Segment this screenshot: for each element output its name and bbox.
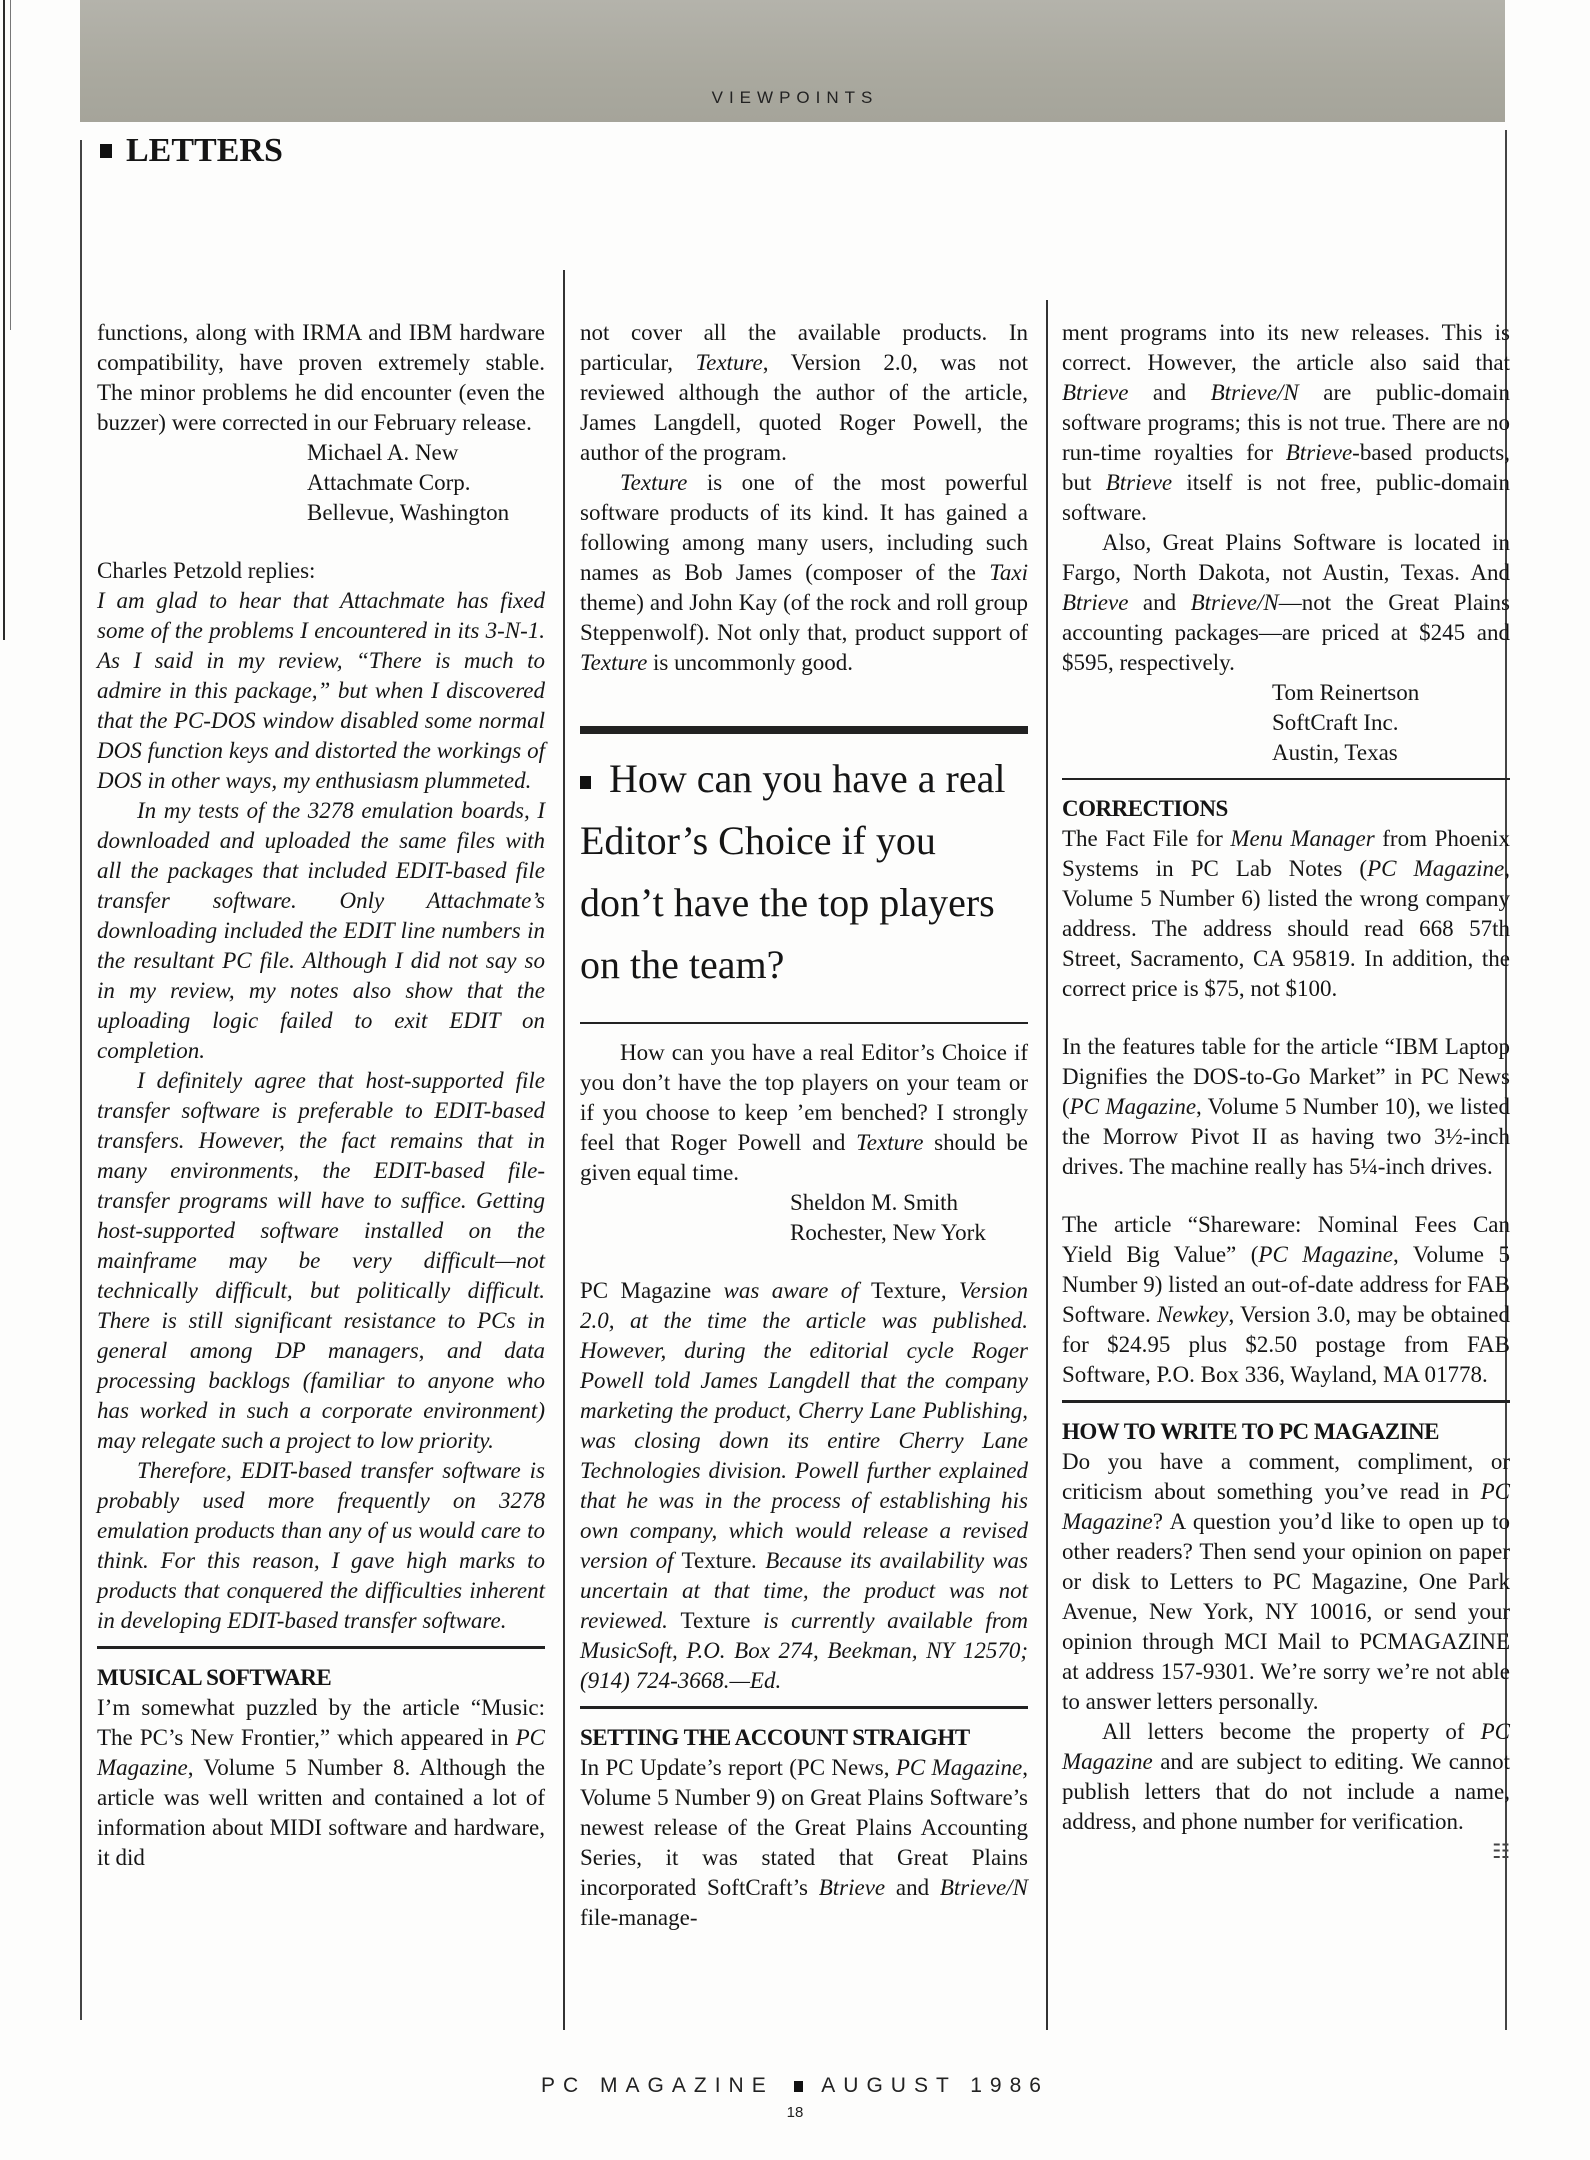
correction-text: In the features table for the article “IBM Laptop Dignifies the DOS-to-Go Market” in PC News (PC Magazine, Volume 5 Number 10), we listed the Morrow Pivot II as having two 3½-inch drives. The machine really has 5¼-inch drives. bbox=[1062, 1034, 1510, 1179]
instructions-text: Do you have a comment, compliment, or criticism about something you’ve read in PC Magazine? A question you’d like to open up to other readers? Then send your opinion on paper or disk to Letters to PC Magazine, One Park Avenue, New York, NY 10016, or send your opinion through MCI Mail to PCMAGAZINE at address 157-9301. We’re sorry we’re not able to answer letters personally. bbox=[1062, 1449, 1510, 1714]
section-rule bbox=[580, 1706, 1028, 1709]
reply-intro: Charles Petzold replies: bbox=[97, 558, 316, 583]
signature-name: Tom Reinertson bbox=[1272, 680, 1420, 705]
bullet-square-icon bbox=[794, 2081, 803, 2092]
signature-name: Michael A. New bbox=[307, 440, 459, 465]
footer-publication: PC MAGAZINE bbox=[541, 2074, 774, 2097]
letter-signature bbox=[580, 1188, 1028, 1248]
signature-company: Attachmate Corp. bbox=[307, 470, 471, 495]
letter-text: In PC Update’s report (PC News, PC Magazine, Volume 5 Number 9) on Great Plains Software’s newest release of the Great Plains Accounting Series, it was stated that Great Plains incorporated SoftCraft’s Btrieve and Btrieve/N file-manage- bbox=[580, 1755, 1028, 1930]
section-rule bbox=[1062, 1400, 1510, 1403]
letter-text: functions, along with IRMA and IBM hardware compatibility, have proven extremely stable. The minor problems he did encounter (even the buzzer) were corrected in our February release. bbox=[97, 320, 545, 435]
section-heading: SETTING THE ACCOUNT STRAIGHT bbox=[580, 1725, 970, 1750]
letter-text: How can you have a real Editor’s Choice if you don’t have the top players on your team or if you choose to keep ’em benched? I strongly feel that Roger Powell and Texture should be given equal time. bbox=[580, 1040, 1028, 1185]
reply-paragraph: In my tests of the 3278 emulation boards, I downloaded and uploaded the same files with all the packages that included EDIT-based file transfer software. Only Attachmate’s downloading included the EDIT line numbers in the resultant PC file. Although I did not say so in my review, my notes also show that the uploading logic failed to exit EDIT on completion. bbox=[97, 798, 545, 1063]
end-mark-icon: ☷ bbox=[1492, 1841, 1510, 1863]
letter-text: I’m somewhat puzzled by the article “Music: The PC’s New Frontier,” which appeared in PC Magazine, Volume 5 Number 8. Although the article was well written and contained a lot of information about MIDI software and hardware, it did bbox=[97, 1695, 545, 1870]
section-heading: CORRECTIONS bbox=[1062, 796, 1228, 821]
letter-signature bbox=[1062, 678, 1510, 768]
page-footer bbox=[0, 2074, 1590, 2098]
letter-text: Texture is one of the most powerful software products of its kind. It has gained a following among many users, including such names as Bob James (composer of the Taxi theme) and John Kay (of the rock and roll group Steppenwolf). Not only that, product support of Texture is uncommonly good. bbox=[580, 470, 1028, 675]
editor-reply: PC Magazine was aware of Texture, Version 2.0, at the time the article was published. However, during the editorial cycle Roger Powell told James Langdell that the company marketing the product, Cherry Lane Publishing, was closing down its entire Cherry Lane Technologies division. Powell further explained that he was in the process of establishing his own company, which would release a revised version of Texture. Because its availability was uncertain at that time, the product was not reviewed. Texture is currently available from MusicSoft, P.O. Box 274, Beekman, NY 12570; (914) 724-3668.—Ed. bbox=[580, 1278, 1029, 1693]
section-label: VIEWPOINTS bbox=[711, 88, 879, 107]
signature-company: SoftCraft Inc. bbox=[1272, 710, 1399, 735]
correction-text: The Fact File for Menu Manager from Phoenix Systems in PC Lab Notes (PC Magazine, Volume 5 Number 6) listed the wrong company address. The address should read 668 57th Street, Sacramento, CA 95819. In addition, the correct price is $75, not $100. bbox=[1062, 826, 1511, 1001]
instructions-text: All letters become the property of PC Magazine and are subject to editing. We cannot publish letters that do not include a name, address, and phone number for verification. ☷ bbox=[1062, 1717, 1510, 1837]
section-rule bbox=[1062, 778, 1510, 780]
section-rule bbox=[97, 1646, 545, 1649]
page-title-text: LETTERS bbox=[126, 132, 283, 169]
column-divider bbox=[1046, 300, 1048, 2030]
column-3 bbox=[1062, 318, 1510, 1867]
signature-location: Rochester, New York bbox=[790, 1220, 986, 1245]
correction-text: The article “Shareware: Nominal Fees Can Yield Big Value” (PC Magazine, Volume 5 Number 9) listed an out-of-date address for FAB Software. Newkey, Version 3.0, may be obtained for $24.95 plus $2.50 postage from FAB Software, P.O. Box 336, Wayland, MA 01778. bbox=[1062, 1212, 1511, 1387]
reply-paragraph: I am glad to hear that Attachmate has fixed some of the problems I encountered in its 3-N-1. As I said in my review, “There is much to admire in this package,” but when I discovered that the PC-DOS window disabled some normal DOS function keys and distorted the workings of DOS in other ways, my enthusiasm plummeted. bbox=[97, 588, 545, 793]
bullet-square-icon bbox=[580, 776, 591, 789]
column-1 bbox=[97, 318, 545, 1873]
reply-paragraph: Therefore, EDIT-based transfer software is probably used more frequently on 3278 emulation products than any of us would care to think. For this reason, I gave high marks to products that conquered the difficulties inherent in developing EDIT-based transfer software. bbox=[97, 1458, 545, 1633]
letter-text: ment programs into its new releases. This is correct. However, the article also said that Btrieve and Btrieve/N are public-domain software programs; this is not true. There are no run-time royalties for Btrieve-based products, but Btrieve itself is not free, public-domain software. bbox=[1062, 320, 1511, 525]
signature-location: Austin, Texas bbox=[1272, 740, 1398, 765]
column-2 bbox=[580, 318, 1028, 1933]
page-number: 18 bbox=[786, 2104, 804, 2121]
page-title bbox=[100, 132, 283, 170]
page-frame-left bbox=[80, 140, 82, 2020]
binding-edge-line-inner bbox=[10, 0, 11, 330]
reply-paragraph: I definitely agree that host-supported file transfer software is preferable to EDIT-based transfers. However, the fact remains that in many environments, the EDIT-based file-transfer programs will have to suffice. Getting host-supported software installed on the mainframe may be very difficult—not technically difficult, but politically difficult. There is still significant resistance to PCs in general among DP managers, and data processing backlogs (familiar to anyone who has worked in such a corporate environment) may relegate such a project to low priority. bbox=[97, 1068, 545, 1453]
signature-location: Bellevue, Washington bbox=[307, 500, 510, 525]
bullet-square-icon bbox=[100, 144, 112, 158]
section-heading: MUSICAL SOFTWARE bbox=[97, 1665, 332, 1690]
footer-issue: AUGUST 1986 bbox=[821, 2074, 1049, 2097]
letter-signature bbox=[97, 438, 545, 528]
column-divider bbox=[563, 270, 565, 2030]
pull-quote: How can you have a real Editor’s Choice if you don’t have the top players on the team? bbox=[580, 756, 1006, 987]
pull-quote-bottom-rule bbox=[580, 1022, 1028, 1024]
letter-text: not cover all the available products. In particular, Texture, Version 2.0, was not reviewed although the author of the article, James Langdell, quoted Roger Powell, the author of the program. bbox=[580, 320, 1029, 465]
letter-text: Also, Great Plains Software is located in Fargo, North Dakota, not Austin, Texas. And Btrieve and Btrieve/N—not the Great Plains accounting packages—are priced at $245 and $595, respectively. bbox=[1062, 530, 1510, 675]
pull-quote-top-rule bbox=[580, 726, 1028, 734]
signature-name: Sheldon M. Smith bbox=[790, 1190, 959, 1215]
section-heading: HOW TO WRITE TO PC MAGAZINE bbox=[1062, 1419, 1439, 1444]
